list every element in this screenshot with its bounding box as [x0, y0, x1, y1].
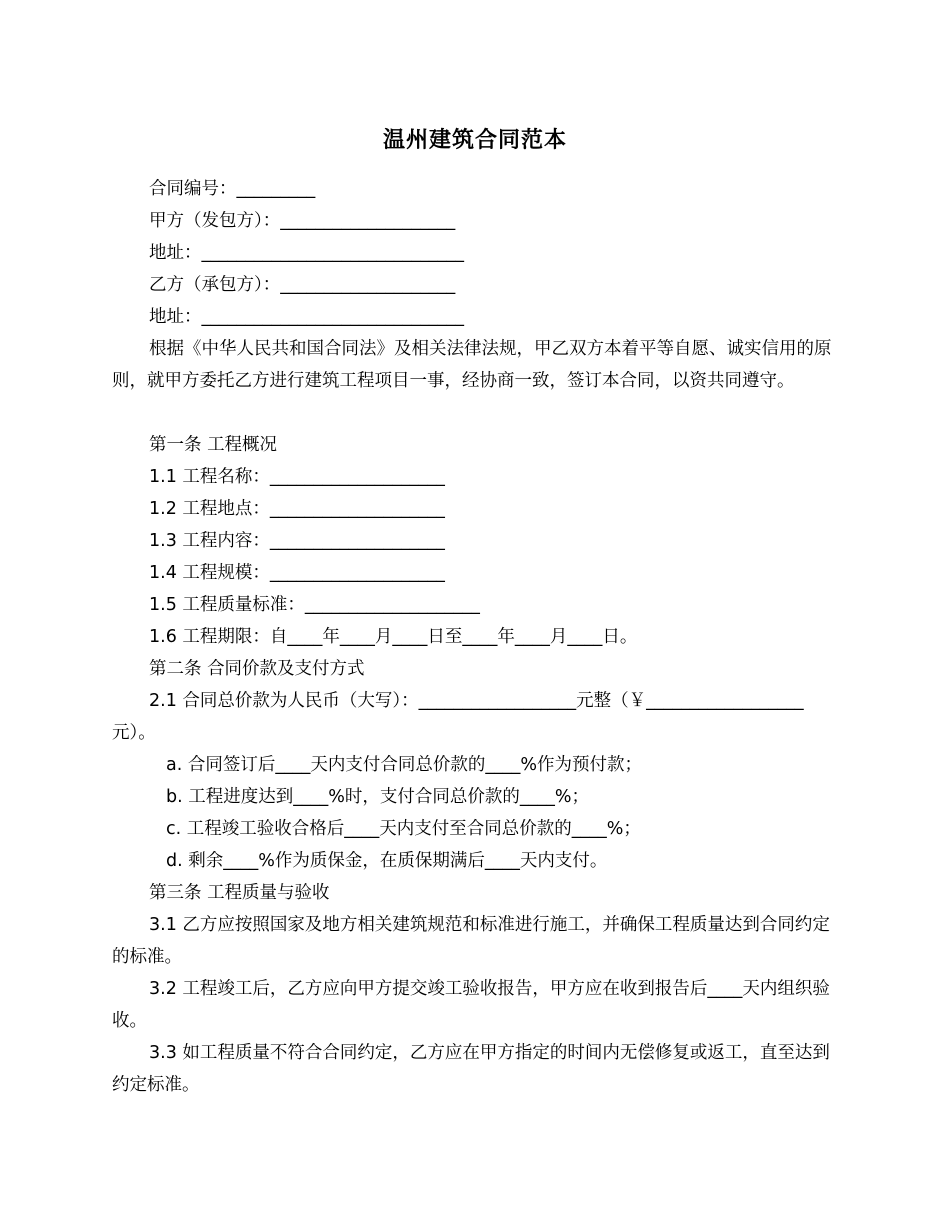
article-1-heading: 第一条 工程概况	[149, 435, 278, 455]
payment-item-b: b. 工程进度达到____%时，支付合同总价款的____%；	[166, 787, 589, 807]
clause-1-3: 1.3 工程内容：____________________	[149, 531, 445, 551]
document-title: 温州建筑合同范本	[382, 128, 567, 153]
preamble-paragraph: 根据《中华人民共和国合同法》及相关法律法规，甲乙双方本着平等自愿、诚实信用的原则，就甲方委托乙方进行建筑工程项目一事，经协商一致，签订本合同，以资共同遵守。	[112, 339, 832, 391]
party-a-line: 甲方（发包方）：____________________	[149, 211, 456, 231]
clause-1-1: 1.1 工程名称：____________________	[149, 467, 445, 487]
contract-number-line: 合同编号：_________	[149, 179, 316, 199]
payment-item-a: a. 合同签订后____天内支付合同总价款的____%作为预付款；	[166, 755, 642, 775]
article-3-heading: 第三条 工程质量与验收	[149, 883, 330, 903]
payment-item-c: c. 工程竣工验收合格后____天内支付至合同总价款的____%；	[166, 819, 641, 839]
clause-2-1: 2.1 合同总价款为人民币（大写）：__________________元整（￥__________________元）。	[112, 691, 804, 743]
clause-3-3: 3.3 如工程质量不符合合同约定，乙方应在甲方指定的时间内无偿修复或返工，直至达到约定标准。	[112, 1043, 830, 1095]
clause-3-2: 3.2 工程竣工后，乙方应向甲方提交竣工验收报告，甲方应在收到报告后____天内组织验收。	[112, 979, 830, 1031]
clause-3-1: 3.1 乙方应按照国家及地方相关建筑规范和标准进行施工，并确保工程质量达到合同约定的标准。	[112, 915, 830, 967]
party-a-address-line: 地址：______________________________	[149, 243, 464, 263]
payment-item-d: d. 剩余____%作为质保金，在质保期满后____天内支付。	[166, 851, 608, 871]
party-b-line: 乙方（承包方）：____________________	[149, 275, 456, 295]
clause-1-2: 1.2 工程地点：____________________	[149, 499, 445, 519]
clause-1-4: 1.4 工程规模：____________________	[149, 563, 445, 583]
article-2-heading: 第二条 合同价款及支付方式	[149, 659, 365, 679]
clause-1-5: 1.5 工程质量标准：____________________	[149, 595, 480, 615]
party-b-address-line: 地址：______________________________	[149, 307, 464, 327]
clause-1-6: 1.6 工程期限：自____年____月____日至____年____月____日。	[149, 627, 638, 647]
